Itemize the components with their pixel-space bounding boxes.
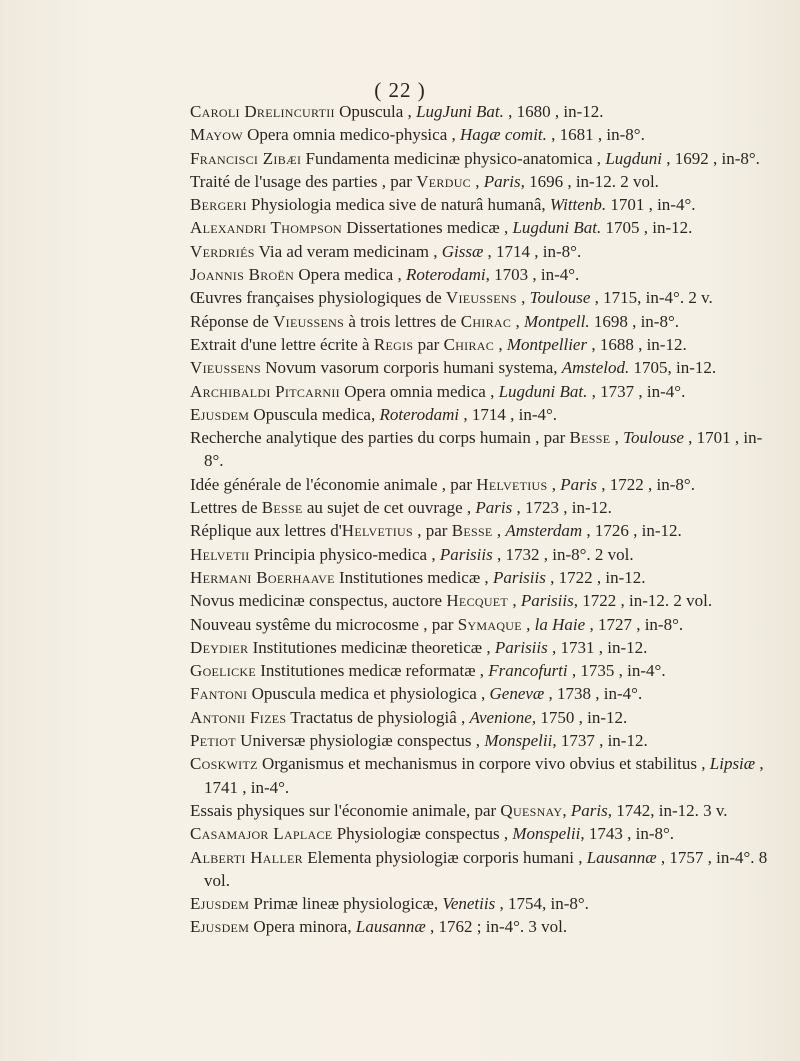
entry-author: Chirac bbox=[443, 334, 495, 354]
bibliography-entry bbox=[190, 915, 768, 938]
entry-author: Petiot bbox=[190, 731, 236, 751]
entry-place: Montpellier bbox=[506, 334, 588, 354]
entry-author: Besse bbox=[569, 428, 611, 448]
entry-text: Opuscula medica et physiologica , bbox=[247, 684, 490, 704]
entry-details: , 1701 , in-8°. bbox=[204, 428, 763, 471]
bibliography-entry bbox=[190, 333, 768, 356]
bibliography-entry bbox=[190, 822, 768, 845]
entry-author: Hermani Boerhaave bbox=[190, 567, 335, 587]
bibliography-list bbox=[190, 100, 768, 939]
entry-text: Recherche analytique des parties du corps humain , par bbox=[190, 428, 570, 448]
entry-details: , 1703 , in-4°. bbox=[485, 265, 580, 285]
entry-author: Casamajor Laplace bbox=[190, 824, 333, 844]
entry-text: , bbox=[547, 474, 561, 494]
entry-author: Bergeri bbox=[190, 195, 247, 215]
entry-text: Institutiones medicæ reformatæ , bbox=[256, 661, 489, 681]
entry-details: , 1737 , in-4°. bbox=[587, 381, 686, 401]
entry-author: Chirac bbox=[460, 311, 512, 331]
bibliography-entry bbox=[190, 310, 768, 333]
entry-place: Roterodami bbox=[405, 265, 486, 285]
entry-text: Tractatus de physiologiâ , bbox=[286, 707, 470, 727]
entry-place: Monspelii bbox=[512, 824, 581, 844]
entry-text: Novus medicinæ conspectus, auctore bbox=[190, 591, 447, 611]
entry-author: Vieussens bbox=[273, 311, 345, 331]
bibliography-entry bbox=[190, 706, 768, 729]
bibliography-entry bbox=[190, 892, 768, 915]
entry-author: Coskwitz bbox=[190, 754, 258, 774]
bibliography-entry bbox=[190, 426, 768, 473]
entry-place: Toulouse bbox=[529, 288, 591, 308]
bibliography-entry bbox=[190, 519, 768, 542]
entry-author: Francisci Zibæi bbox=[190, 148, 302, 168]
entry-text: Institutiones medicinæ theoreticæ , bbox=[248, 637, 495, 657]
entry-text: Essais physiques sur l'économie animale, par bbox=[190, 800, 501, 820]
entry-text: , par bbox=[412, 521, 452, 541]
entry-details: , 1692 , in-8°. bbox=[662, 148, 760, 168]
entry-place: Parisiis bbox=[492, 567, 546, 587]
entry-details: , 1727 , in-8°. bbox=[585, 614, 684, 634]
entry-place: Lugduni Bat. bbox=[512, 218, 602, 238]
entry-place: Lausannæ bbox=[355, 917, 426, 937]
entry-place: Monspelii bbox=[484, 731, 553, 751]
entry-details: , 1714 , in-4°. bbox=[459, 404, 558, 424]
entry-details: , 1735 , in-4°. bbox=[567, 661, 666, 681]
bibliography-entry bbox=[190, 659, 768, 682]
entry-text: , bbox=[521, 614, 535, 634]
entry-author: Verdriés bbox=[190, 241, 255, 261]
bibliography-entry bbox=[190, 170, 768, 193]
entry-place: Francofurti bbox=[488, 661, 568, 681]
entry-text: Physiologiæ conspectus , bbox=[332, 824, 513, 844]
bibliography-entry bbox=[190, 799, 768, 822]
entry-author: Besse bbox=[261, 498, 303, 518]
entry-text: , bbox=[562, 800, 571, 820]
entry-details: 1705, in-12. bbox=[629, 358, 717, 378]
entry-text: Dissertationes medicæ , bbox=[342, 218, 513, 238]
entry-author: Regis bbox=[373, 334, 414, 354]
entry-details: , 1715, in-4°. 2 v. bbox=[590, 288, 713, 308]
entry-details: , 1722 , in-8°. bbox=[597, 474, 695, 494]
entry-author: Mayow bbox=[190, 125, 243, 145]
bibliography-entry bbox=[190, 473, 768, 496]
entry-text: à trois lettres de bbox=[344, 311, 461, 331]
bibliography-entry bbox=[190, 403, 768, 426]
entry-place: Montpell. bbox=[523, 311, 590, 331]
entry-text: , bbox=[508, 591, 521, 611]
entry-details: , 1722 , in-12. bbox=[545, 567, 646, 587]
bibliography-entry bbox=[190, 100, 768, 123]
entry-text: Institutiones medicæ , bbox=[334, 567, 493, 587]
entry-place: Paris bbox=[475, 498, 513, 518]
entry-details: , 1738 , in-4°. bbox=[544, 684, 643, 704]
entry-text: Principia physico-medica , bbox=[249, 544, 440, 564]
entry-text: Opuscula medica, bbox=[249, 404, 380, 424]
entry-details: , 1757 , in-4°. 8 vol. bbox=[204, 847, 768, 890]
entry-details: , 1754, in-8°. bbox=[495, 894, 589, 914]
entry-author: Symaque bbox=[457, 614, 522, 634]
entry-text: Elementa physiologiæ corporis humani , bbox=[302, 847, 587, 867]
entry-text: , bbox=[494, 334, 507, 354]
entry-author: Vieussens bbox=[445, 288, 517, 308]
entry-text: Traité de l'usage des parties , par bbox=[190, 171, 417, 191]
entry-text: , bbox=[511, 311, 524, 331]
entry-author: Ejusdem bbox=[190, 894, 250, 914]
entry-details: , 1688 , in-12. bbox=[587, 334, 687, 354]
entry-text: Opera medica , bbox=[294, 265, 406, 285]
entry-details: 1698 , in-8°. bbox=[589, 311, 680, 331]
entry-author: Caroli Drelincurtii bbox=[190, 102, 335, 121]
entry-text: , bbox=[492, 521, 506, 541]
bibliography-entry bbox=[190, 356, 768, 379]
bibliography-entry bbox=[190, 636, 768, 659]
entry-author: Helvetii bbox=[190, 544, 250, 564]
entry-details: , 1726 , in-12. bbox=[582, 521, 682, 541]
entry-place: Lausannæ bbox=[586, 847, 657, 867]
entry-place: Lipsiæ bbox=[709, 754, 756, 774]
entry-text: Universæ physiologiæ conspectus , bbox=[235, 731, 485, 751]
entry-place: Hagæ comit. bbox=[460, 125, 547, 145]
bibliography-entry bbox=[190, 496, 768, 519]
entry-details: , 1750 , in-12. bbox=[531, 707, 628, 727]
entry-place: Paris bbox=[570, 800, 608, 820]
entry-place: Lugduni Bat. bbox=[498, 381, 588, 401]
entry-text: Opera omnia medica , bbox=[339, 381, 499, 401]
entry-place: Venetiis bbox=[442, 894, 496, 914]
bibliography-entry bbox=[190, 380, 768, 403]
entry-text: par bbox=[413, 334, 444, 354]
entry-text: Opuscula , bbox=[334, 102, 417, 121]
entry-place: Wittenb. bbox=[549, 195, 607, 215]
entry-details: , 1741 , in-4°. bbox=[204, 754, 764, 797]
entry-details: , 1742, in-12. 3 v. bbox=[607, 800, 728, 820]
entry-place: Paris bbox=[560, 474, 598, 494]
bibliography-entry bbox=[190, 566, 768, 589]
page-number: ( 22 ) bbox=[374, 78, 426, 102]
entry-details: , 1762 ; in-4°. 3 vol. bbox=[425, 917, 568, 937]
bibliography-entry bbox=[190, 752, 768, 799]
entry-details: , 1732 , in-8°. 2 vol. bbox=[492, 544, 634, 564]
entry-place: LugJuni Bat. bbox=[416, 102, 504, 121]
entry-place: Parisiis bbox=[520, 591, 574, 611]
bibliography-entry bbox=[190, 147, 768, 170]
entry-author: Vieussens bbox=[190, 358, 261, 378]
entry-author: Besse bbox=[451, 521, 493, 541]
entry-text: Physiologia medica sive de naturâ humanâ, bbox=[246, 195, 550, 215]
entry-author: Alberti Haller bbox=[190, 847, 303, 867]
bibliography-entry bbox=[190, 589, 768, 612]
entry-text: Réplique aux lettres d' bbox=[190, 521, 342, 541]
entry-text: Lettres de bbox=[190, 498, 262, 518]
entry-author: Quesnay bbox=[500, 800, 563, 820]
entry-author: Archibaldi Pitcarnii bbox=[190, 381, 340, 401]
entry-details: , 1743 , in-8°. bbox=[580, 824, 675, 844]
bibliography-entry bbox=[190, 846, 768, 893]
entry-author: Goelicke bbox=[190, 661, 256, 681]
entry-text: Nouveau systême du microcosme , par bbox=[190, 614, 458, 634]
entry-place: Toulouse bbox=[623, 428, 684, 448]
entry-place: Parisiis bbox=[439, 544, 493, 564]
entry-text: Novum vasorum corporis humani systema, bbox=[261, 358, 562, 378]
entry-text: Organismus et mechanismus in corpore vivo obvius et stabilitus , bbox=[257, 754, 710, 774]
entry-text: au sujet de cet ouvrage , bbox=[302, 498, 476, 518]
entry-author: Antonii Fizes bbox=[190, 707, 287, 727]
entry-author: Hecquet bbox=[446, 591, 509, 611]
entry-text: , bbox=[610, 428, 624, 448]
bibliography-entry bbox=[190, 240, 768, 263]
entry-author: Joannis Broën bbox=[190, 265, 295, 285]
entry-details: , 1723 , in-12. bbox=[512, 498, 612, 518]
entry-text: Réponse de bbox=[190, 311, 274, 331]
bibliography-entry bbox=[190, 613, 768, 636]
entry-details: , 1722 , in-12. 2 vol. bbox=[573, 591, 713, 611]
bibliography-entry bbox=[190, 729, 768, 752]
entry-details: , 1714 , in-8°. bbox=[483, 241, 582, 261]
entry-text: Œuvres françaises physiologiques de bbox=[190, 288, 446, 308]
entry-place: Lugduni bbox=[605, 148, 662, 168]
entry-text: , bbox=[470, 171, 484, 191]
entry-author: Helvetius bbox=[476, 474, 548, 494]
entry-details: , 1680 , in-12. bbox=[503, 102, 604, 121]
entry-place: Paris bbox=[483, 171, 521, 191]
bibliography-entry bbox=[190, 263, 768, 286]
bibliography-entry bbox=[190, 543, 768, 566]
entry-details: , 1681 , in-8°. bbox=[546, 125, 645, 145]
bibliography-entry bbox=[190, 123, 768, 146]
entry-author: Ejusdem bbox=[190, 917, 250, 937]
entry-place: Amstelod. bbox=[561, 358, 630, 378]
entry-place: Avenione bbox=[469, 707, 532, 727]
entry-details: 1705 , in-12. bbox=[601, 218, 693, 238]
entry-author: Helvetius bbox=[341, 521, 413, 541]
entry-text: , bbox=[516, 288, 530, 308]
entry-text: Opera minora, bbox=[249, 917, 356, 937]
entry-place: Gissæ bbox=[441, 241, 484, 261]
entry-place: Amsterdam bbox=[505, 521, 583, 541]
entry-text: Via ad veram medicinam , bbox=[254, 241, 442, 261]
entry-place: Roterodami bbox=[379, 404, 460, 424]
entry-place: Genevæ bbox=[489, 684, 545, 704]
entry-text: Primæ lineæ physiologicæ, bbox=[249, 894, 443, 914]
entry-place: Parisiis bbox=[494, 637, 548, 657]
entry-details: , 1696 , in-12. 2 vol. bbox=[520, 171, 659, 191]
bibliography-entry bbox=[190, 286, 768, 309]
bibliography-entry bbox=[190, 216, 768, 239]
entry-text: Idée générale de l'économie animale , par bbox=[190, 474, 477, 494]
entry-details: , 1731 , in-12. bbox=[547, 637, 648, 657]
entry-text: Extrait d'une lettre écrite à bbox=[190, 334, 374, 354]
entry-details: , 1737 , in-12. bbox=[552, 731, 648, 751]
entry-author: Deydier bbox=[190, 637, 249, 657]
entry-details: 1701 , in-4°. bbox=[606, 195, 696, 215]
entry-author: Alexandri Thompson bbox=[190, 218, 343, 238]
entry-place: la Haie bbox=[534, 614, 586, 634]
bibliography-entry bbox=[190, 193, 768, 216]
entry-author: Ejusdem bbox=[190, 404, 250, 424]
entry-author: Verduc bbox=[416, 171, 471, 191]
entry-author: Fantoni bbox=[190, 684, 248, 704]
bibliography-entry bbox=[190, 682, 768, 705]
entry-text: Fundamenta medicinæ physico-anatomica , bbox=[301, 148, 606, 168]
entry-text: Opera omnia medico-physica , bbox=[242, 125, 460, 145]
